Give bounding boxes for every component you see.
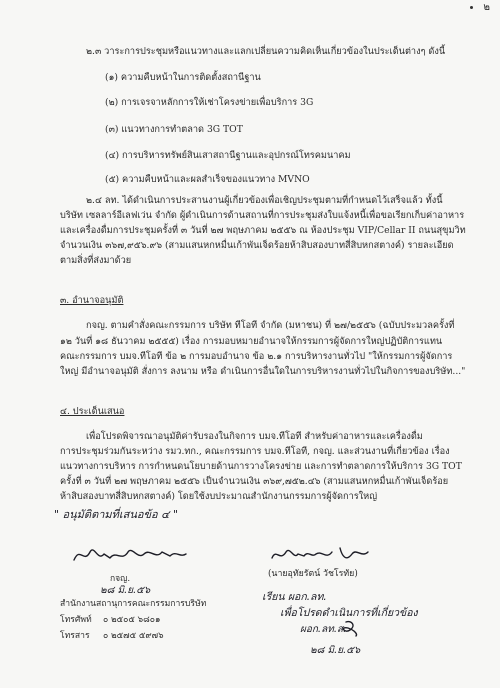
section-4-line: แนวทางการบริหาร การกำหนดนโยบายด้านการวางโครงข่าย และการทำตลาดการให้บริการ 3G TOT [60,461,462,472]
section-24-line: และเครื่องดื่มการประชุมครั้งที่ ๓ วันที่ ๒๗ พฤษภาคม ๒๕๕๖ ณ ห้องประชุม VIP/Cellar II ถนนสุขุมวิท [60,225,466,236]
agenda-item: (๒) การเจรจาหลักการให้เช่าโครงข่ายเพื่อบริการ 3G [105,97,314,108]
signatory-name: (นายอุทัยรัตน์ วัชโรทัย) [268,569,358,579]
approver-position: กจญ. [110,574,131,584]
section-24-line: บริษัท เซลลาร์อีเลฟเว่น จำกัด ผู้ดำเนินการด้านสถานที่การประชุมส่งใบแจ้งหนี้เพื่อขอเรียกเก็บค่าอาหาร [60,210,465,221]
routing-note-line3: ผอก.ลท.ส. [300,624,347,635]
signature-left-icon [70,540,190,570]
office-name: สำนักงานสถานุการคณะกรรมการบริษัท [60,599,207,609]
section-24-line: ๒.๔ ลท. ได้ดำเนินการประสานงานผู้เกี่ยวข้องเพื่อเชิญประชุมตามที่กำหนดไว้เสร็จแล้ว ทั้งนี้ [86,195,443,206]
handwritten-approval-note: " อนุมัติตามที่เสนอข้อ ๔ " [54,508,179,521]
fax-number: ๐ ๒๕๗๕ ๕๙๗๖ [103,631,164,641]
routing-note-line2: เพื่อโปรดดำเนินการที่เกี่ยวข้อง [280,607,418,619]
agenda-item: (๔) การบริหารทรัพย์สินเสาสถานีฐานและอุปกรณ์โทรคมนาคม [105,150,351,161]
section-3-line: กจญ. ตามคำสั่งคณะกรรมการ บริษัท ทีโอที จำกัด (มหาชน) ที่ ๒๗/๒๕๕๖ (ฉบับประมวลครั้งที่ [86,320,455,331]
section-24-line: จำนวนเงิน ๓๖๗,๙๕๖.๙๖ (สามแสนหกหมื่นเก้าพันเจ็ดร้อยห้าสิบสองบาทสี่สิบหกสตางค์) รายละเอียด [60,240,454,251]
section-4-line: การประชุมร่วมกันระหว่าง รมว.ทก., คณะกรรมการ บมจ.ทีโอที, กจญ. และส่วนงานที่เกี่ยวข้อง เรื่อง [60,446,450,457]
phone-label: โทรศัพท์ [60,615,92,625]
section-4-heading: ๔. ประเด็นเสนอ [60,406,125,417]
agenda-item: (๓) แนวทางการทำตลาด 3G TOT [105,124,243,135]
section-23-heading: ๒.๓ วาระการประชุมหรือแนวทางและแลกเปลี่ยนความคิดเห็นเกี่ยวข้องในประเด็นต่างๆ ดังนี้ [86,46,446,57]
section-24-line: ตามสิ่งที่ส่งมาด้วย [60,255,132,266]
signature-right-icon [268,542,378,568]
phone-number: ๐ ๒๕๐๕ ๖๘๐๑ [103,615,161,625]
section-4-line: ห้าสิบสองบาทสี่สิบหกสตางค์) โดยใช้งบประมาณสำนักงานกรรมการผู้จัดการใหญ่ [60,491,378,502]
section-3-line: ๑๒ วันที่ ๑๘ ธันวาคม ๒๕๕๕) เรื่อง การมอบหมายอำนาจให้กรรมการผู้จัดการใหญ่ปฏิบัติการแทน [60,336,443,347]
section-4-line: เพื่อโปรดพิจารณาอนุมัติค่ารับรองในกิจการ บมจ.ทีโอที สำหรับค่าอาหารและเครื่องดื่ม [86,431,423,442]
page-dot [470,6,473,9]
agenda-item: (๕) ความคืบหน้าและผลสำเร็จของแนวทาง MVNO [105,174,310,185]
section-3-heading: ๓. อำนาจอนุมัติ [60,295,124,306]
section-3-line: ใหญ่ มีอำนาจอนุมัติ สั่งการ ลงนาม หรือ ดำเนินการอื่นใดในการบริหารงานทั่วไปในกิจการของบริษัท..." [60,366,466,377]
section-4-line: ครั้งที่ ๓ วันที่ ๒๗ พฤษภาคม ๒๕๕๖ เป็นจำนวนเงิน ๓๖๙,๗๕๒.๔๖ (สามแสนหกหมื่นเก้าพันเจ็ดร้อย [60,476,449,487]
initials-icon [300,618,360,638]
routing-note-date: ๒๘ มิ.ย.๕๖ [310,645,361,656]
page-number: ๒ [483,2,490,13]
approval-date: ๒๘ มิ.ย.๕๖ [100,585,151,596]
fax-label: โทรสาร [60,631,90,641]
agenda-item: (๑) ความคืบหน้าในการติดตั้งสถานีฐาน [105,72,261,83]
routing-note-line1: เรียน ผอก.ลท. [262,591,327,603]
section-3-line: คณะกรรมการ บมจ.ทีโอที ข้อ ๒ การมอบอำนาจ ข้อ ๒.๑ การบริหารงานทั่วไป "ให้กรรมการผู้จัดการ [60,351,453,362]
